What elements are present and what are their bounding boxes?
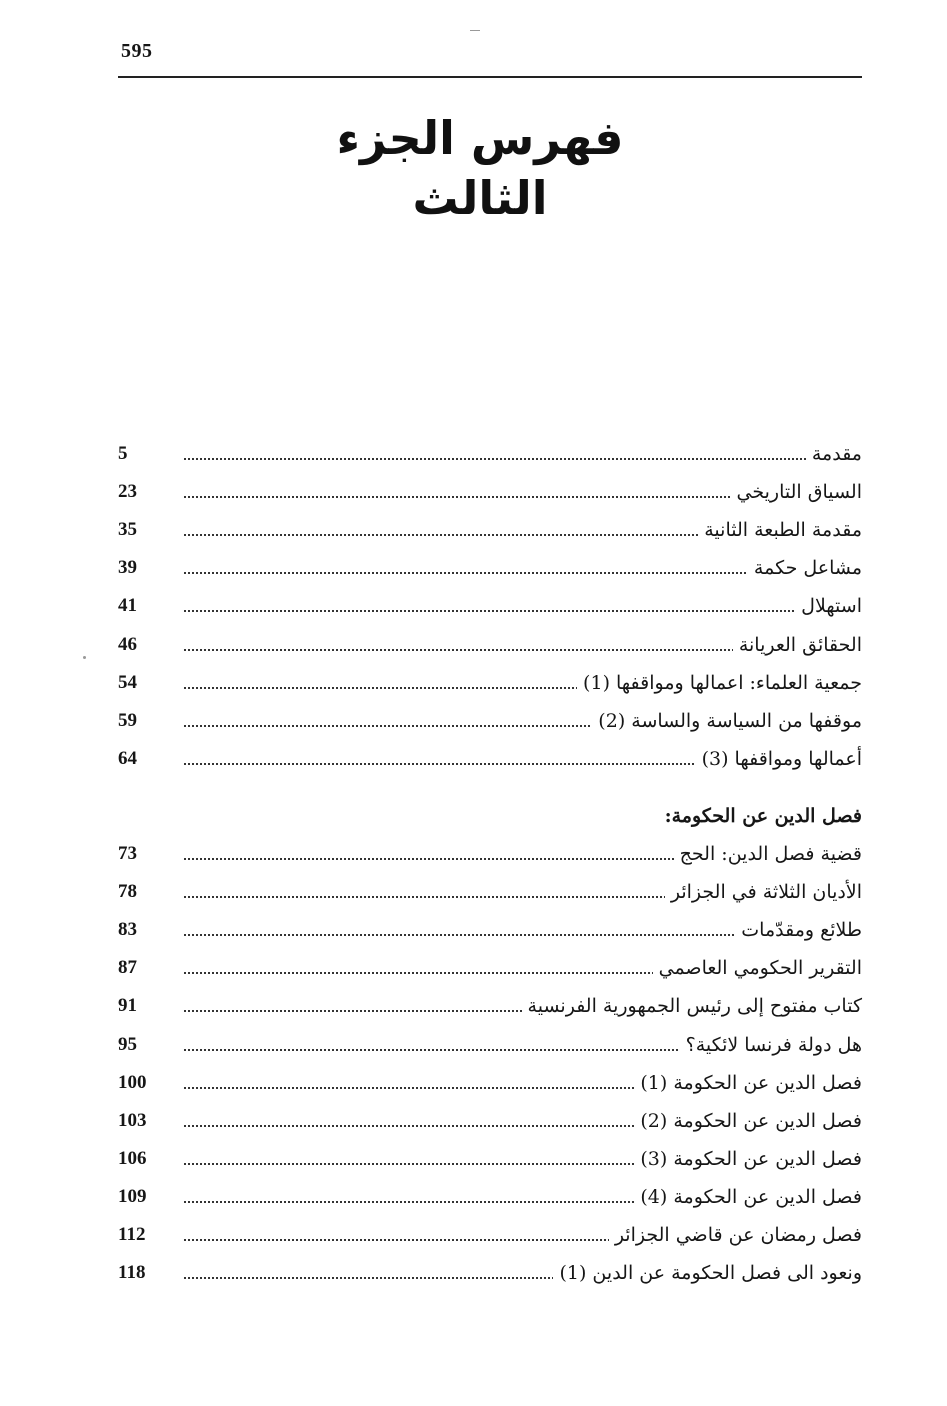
toc-entry-page: 95: [118, 1033, 137, 1055]
scan-speck: [470, 30, 480, 31]
toc-entry-label: قضية فصل الدين: الحج: [674, 835, 862, 873]
toc-entry-page: 100: [118, 1071, 147, 1093]
page-title: فهرس الجزء الثالث: [336, 111, 624, 225]
toc-entry-label: طلائع ومقدّمات: [735, 911, 862, 949]
toc-entry-label: كتاب مفتوح إلى رئيس الجمهورية الفرنسية: [522, 987, 862, 1025]
toc-entry: [118, 1140, 862, 1178]
toc-entry-page: 39: [118, 557, 137, 579]
section-heading: فصل الدين عن الحكومة:: [664, 805, 862, 827]
toc-entry-label: فصل رمضان عن قاضي الجزائر: [609, 1216, 862, 1254]
toc-entry-label: جمعية العلماء: اعمالها ومواقفها (1): [577, 664, 862, 702]
toc-entry-page: 87: [118, 957, 137, 979]
toc-entry-label: فصل الدين عن الحكومة (4): [634, 1178, 862, 1216]
toc-entry: [118, 949, 862, 987]
toc-entry: [118, 1026, 862, 1064]
toc-entry-label: موقفها من السياسة والساسة (2): [592, 702, 862, 740]
toc-entry-label: فصل الدين عن الحكومة (3): [634, 1140, 862, 1178]
toc-entry: [118, 1064, 862, 1102]
toc-entry-label: مشاعل حكمة: [748, 549, 862, 587]
toc-entry-label: مقدمة: [806, 435, 862, 473]
toc-entry-label: فصل الدين عن الحكومة (1): [634, 1064, 862, 1102]
toc-entry: [118, 549, 862, 587]
toc-entry: [118, 1178, 862, 1216]
toc-entry-page: 35: [118, 519, 137, 541]
toc-entry-page: 103: [118, 1109, 147, 1131]
toc-entry: [118, 1102, 862, 1140]
toc-entry-page: 59: [118, 709, 137, 731]
toc-entry-label: ونعود الى فصل الحكومة عن الدين (1): [553, 1254, 862, 1292]
toc-entry: [118, 511, 862, 549]
toc-entry: [118, 702, 862, 740]
toc-entry-page: 46: [118, 633, 137, 655]
toc-entry: [118, 873, 862, 911]
header-rule: [118, 76, 862, 78]
toc-entry: [118, 664, 862, 702]
toc-leader-dots: [184, 610, 862, 612]
toc-entry: [118, 626, 862, 664]
toc-entry: [118, 911, 862, 949]
toc-entry: [118, 1254, 862, 1292]
scan-speck: [83, 656, 86, 659]
toc-entry-page: 83: [118, 919, 137, 941]
toc-entry-label: مقدمة الطبعة الثانية: [698, 511, 862, 549]
page-number: 595: [121, 40, 153, 62]
toc-entry-page: 109: [118, 1185, 147, 1207]
toc-entry-page: 64: [118, 747, 137, 769]
toc-entry-page: 73: [118, 843, 137, 864]
toc-entry: [118, 1216, 862, 1254]
toc-entry: [118, 987, 862, 1025]
toc-entry-page: 41: [118, 595, 137, 617]
toc-entry: [118, 473, 862, 511]
toc-leader-dots: [184, 458, 862, 460]
toc-entry: [118, 587, 862, 625]
toc-entry-page: 112: [118, 1224, 146, 1245]
toc-entry-label: أعمالها ومواقفها (3): [696, 740, 862, 778]
toc-entry-page: 118: [118, 1262, 146, 1284]
toc-entry: [118, 740, 862, 778]
toc-entry-label: السياق التاريخي: [731, 473, 862, 511]
toc-entry-page: 106: [118, 1147, 147, 1169]
toc-entry-page: 91: [118, 995, 137, 1017]
toc-entry: [118, 835, 862, 873]
toc-entry-label: الحقائق العريانة: [733, 626, 862, 664]
toc-entry-label: الأديان الثلاثة في الجزائر: [665, 873, 862, 911]
toc-entry-page: 5: [118, 443, 128, 464]
toc-entry-label: استهلال: [795, 587, 862, 625]
toc-entry-label: التقرير الحكومي العاصمي: [653, 949, 862, 987]
toc-entry-label: فصل الدين عن الحكومة (2): [634, 1102, 862, 1140]
toc-entry-page: 78: [118, 881, 137, 903]
toc-entry-page: 23: [118, 481, 137, 503]
toc-entry-page: 54: [118, 671, 137, 693]
toc-entry: [118, 435, 862, 473]
toc-entry-label: هل دولة فرنسا لائكية؟: [680, 1026, 862, 1064]
